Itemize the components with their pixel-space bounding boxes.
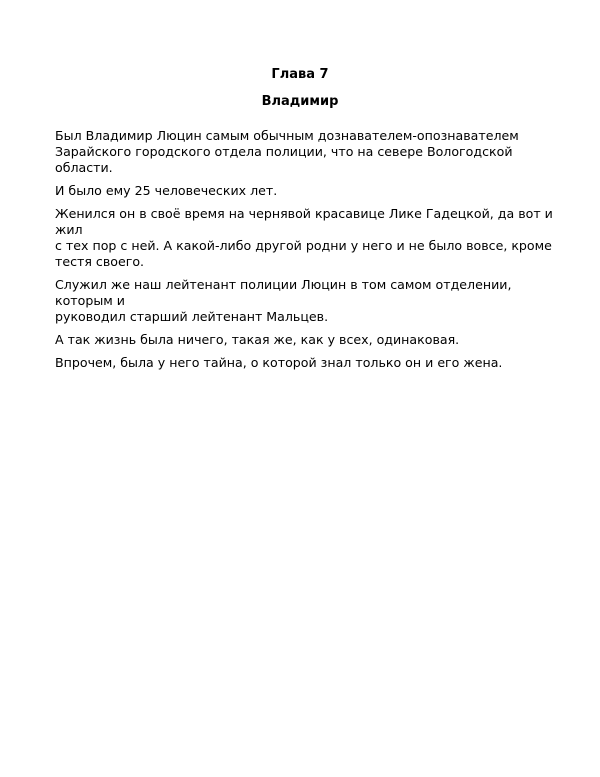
paragraph-2 bbox=[55, 183, 555, 199]
paragraph-line: с тех пор с ней. А какой-либо другой родни у него и не было вовсе, кроме bbox=[55, 238, 552, 253]
paragraph-line: Был Владимир Люцин самым обычным дознавателем-опознавателем bbox=[55, 128, 519, 143]
paragraph-line: Зарайского городского отдела полиции, что на севере Вологодской области. bbox=[55, 144, 513, 175]
paragraph-1 bbox=[55, 128, 555, 176]
paragraph-line: И было ему 25 человеческих лет. bbox=[55, 183, 278, 198]
paragraph-line: Впрочем, была у него тайна, о которой знал только он и его жена. bbox=[55, 355, 503, 370]
paragraph-4 bbox=[55, 277, 555, 325]
chapter-number: Глава 7 bbox=[271, 67, 329, 82]
paragraph-line: Женился он в своё время на чернявой красавице Лике Гадецкой, да вот и жил bbox=[55, 206, 553, 237]
chapter-body bbox=[55, 128, 555, 378]
paragraph-line: тестя своего. bbox=[55, 254, 145, 269]
paragraph-6 bbox=[55, 355, 555, 371]
paragraph-3 bbox=[55, 206, 555, 270]
chapter-title: Владимир bbox=[261, 94, 339, 109]
paragraph-line: А так жизнь была ничего, такая же, как у всех, одинаковая. bbox=[55, 332, 460, 347]
paragraph-line: Служил же наш лейтенант полиции Люцин в том самом отделении, которым и bbox=[55, 277, 512, 308]
paragraph-line: руководил старший лейтенант Мальцев. bbox=[55, 309, 329, 324]
paragraph-5 bbox=[55, 332, 555, 348]
